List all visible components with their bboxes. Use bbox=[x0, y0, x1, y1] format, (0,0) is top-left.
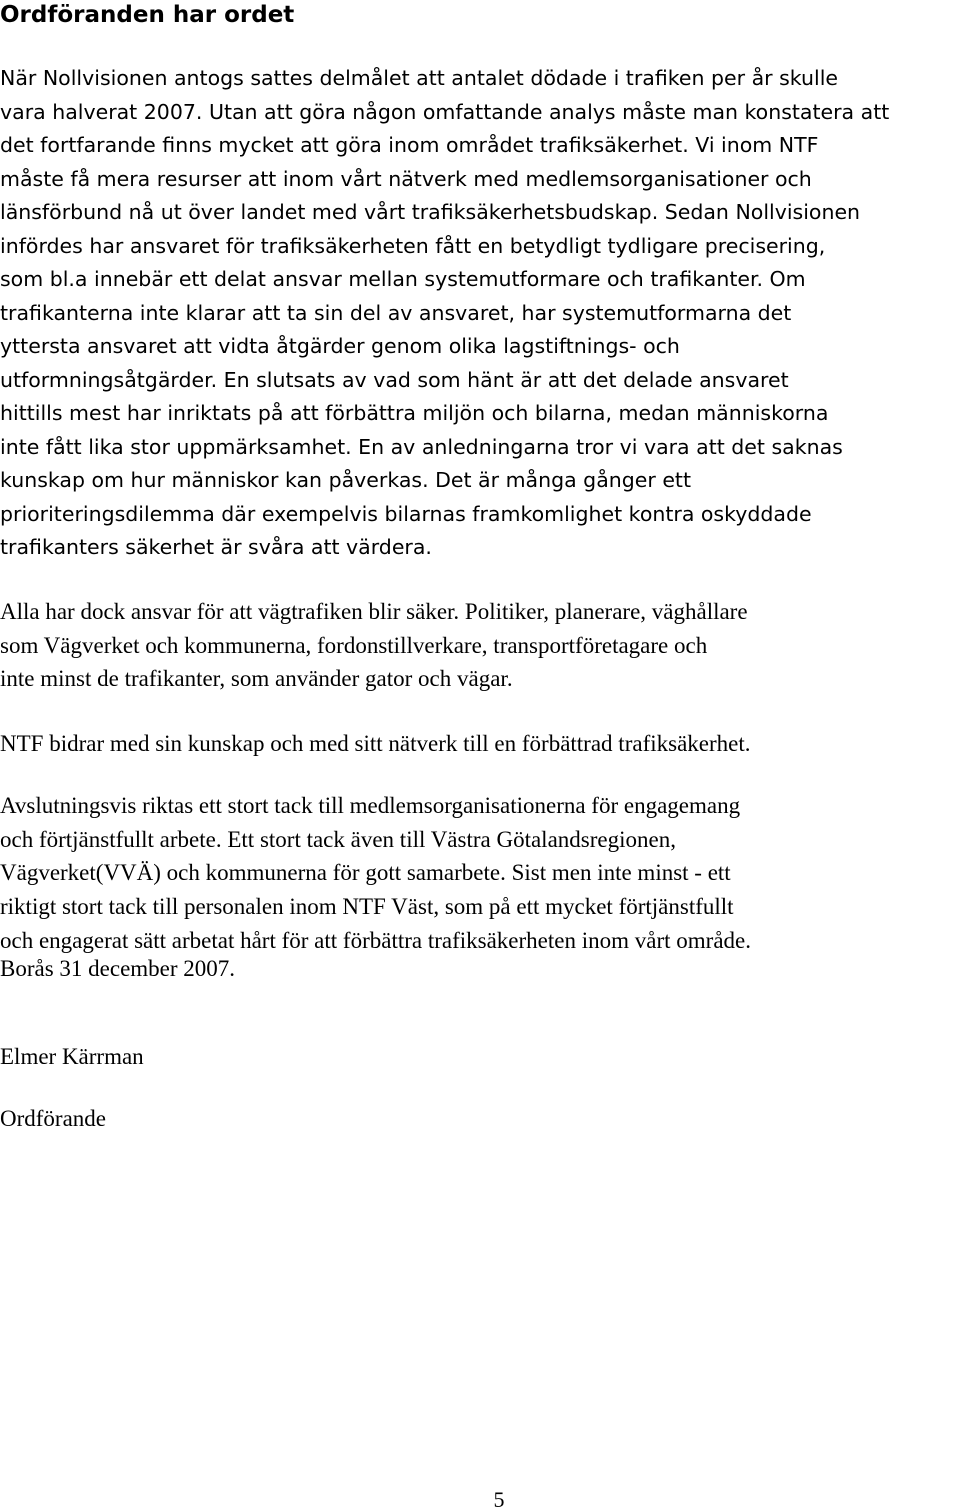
text-line: Vägverket(VVÄ) och kommunerna för gott samarbete. Sist men inte minst - ett bbox=[0, 860, 731, 886]
text-line: NTF bidrar med sin kunskap och med sitt nätverk till en förbättrad trafiksäkerhet. bbox=[0, 731, 751, 756]
text-line: vara halverat 2007. Utan att göra någon omfattande analys måste man konstatera att bbox=[0, 99, 890, 124]
text-line: riktigt stort tack till personalen inom NTF Väst, som på ett mycket förtjänstfullt bbox=[0, 894, 734, 920]
place-date: Borås 31 december 2007. bbox=[0, 956, 236, 981]
text-line: utformningsåtgärder. En slutsats av vad som hänt är att det delade ansvaret bbox=[0, 367, 789, 392]
text-line: inte fått lika stor uppmärksamhet. En av anledningarna tror vi vara att det saknas bbox=[0, 434, 843, 459]
signature-name: Elmer Kärrman bbox=[0, 1044, 144, 1069]
text-line: trafikanters säkerhet är svåra att värdera. bbox=[0, 535, 432, 559]
page-title: Ordföranden har ordet bbox=[0, 2, 295, 28]
text-line: och förtjänstfullt arbete. Ett stort tack även till Västra Götalandsregionen, bbox=[0, 826, 676, 852]
text-line: inte minst de trafikanter, som använder gator och vägar. bbox=[0, 666, 513, 692]
text-line: och engagerat sätt arbetat hårt för att förbättra trafiksäkerheten inom vårt område. bbox=[0, 927, 751, 953]
intro-paragraph bbox=[0, 62, 960, 565]
text-line: infördes har ansvaret för trafiksäkerheten fått en betydligt tydligare precisering, bbox=[0, 233, 826, 258]
thanks-paragraph bbox=[0, 789, 960, 958]
page-number: 5 bbox=[493, 1487, 505, 1512]
text-line: måste få mera resurser att inom vårt nätverk med medlemsorganisationer och bbox=[0, 166, 812, 191]
signature-title: Ordförande bbox=[0, 1106, 107, 1131]
text-line: prioriteringsdilemma där exempelvis bilarnas framkomlighet kontra oskyddade bbox=[0, 501, 812, 526]
text-line: Avslutningsvis riktas ett stort tack till medlemsorganisationerna för engagemang bbox=[0, 793, 741, 818]
ntf-paragraph bbox=[0, 727, 960, 761]
text-line: länsförbund nå ut över landet med vårt trafiksäkerhetsbudskap. Sedan Nollvisionen bbox=[0, 200, 861, 224]
text-line: Alla har dock ansvar för att vägtrafiken blir säker. Politiker, planerare, väghållare bbox=[0, 599, 748, 624]
text-line: yttersta ansvaret att vidta åtgärder genom olika lagstiftnings- och bbox=[0, 334, 680, 358]
text-line: När Nollvisionen antogs sattes delmålet att antalet dödade i trafiken per år skulle bbox=[0, 66, 839, 90]
responsibility-paragraph bbox=[0, 595, 960, 696]
text-line: kunskap om hur människor kan påverkas. Det är många gånger ett bbox=[0, 468, 692, 492]
text-line: som bl.a innebär ett delat ansvar mellan systemutformare och trafikanter. Om bbox=[0, 267, 806, 291]
text-line: som Vägverket och kommunerna, fordonstillverkare, transportföretagare och bbox=[0, 632, 708, 658]
text-line: hittills mest har inriktats på att förbättra miljön och bilarna, medan människorna bbox=[0, 401, 829, 425]
text-line: det fortfarande finns mycket att göra inom området trafiksäkerhet. Vi inom NTF bbox=[0, 133, 819, 157]
text-line: trafikanterna inte klarar att ta sin del av ansvaret, har systemutformarna det bbox=[0, 300, 792, 325]
